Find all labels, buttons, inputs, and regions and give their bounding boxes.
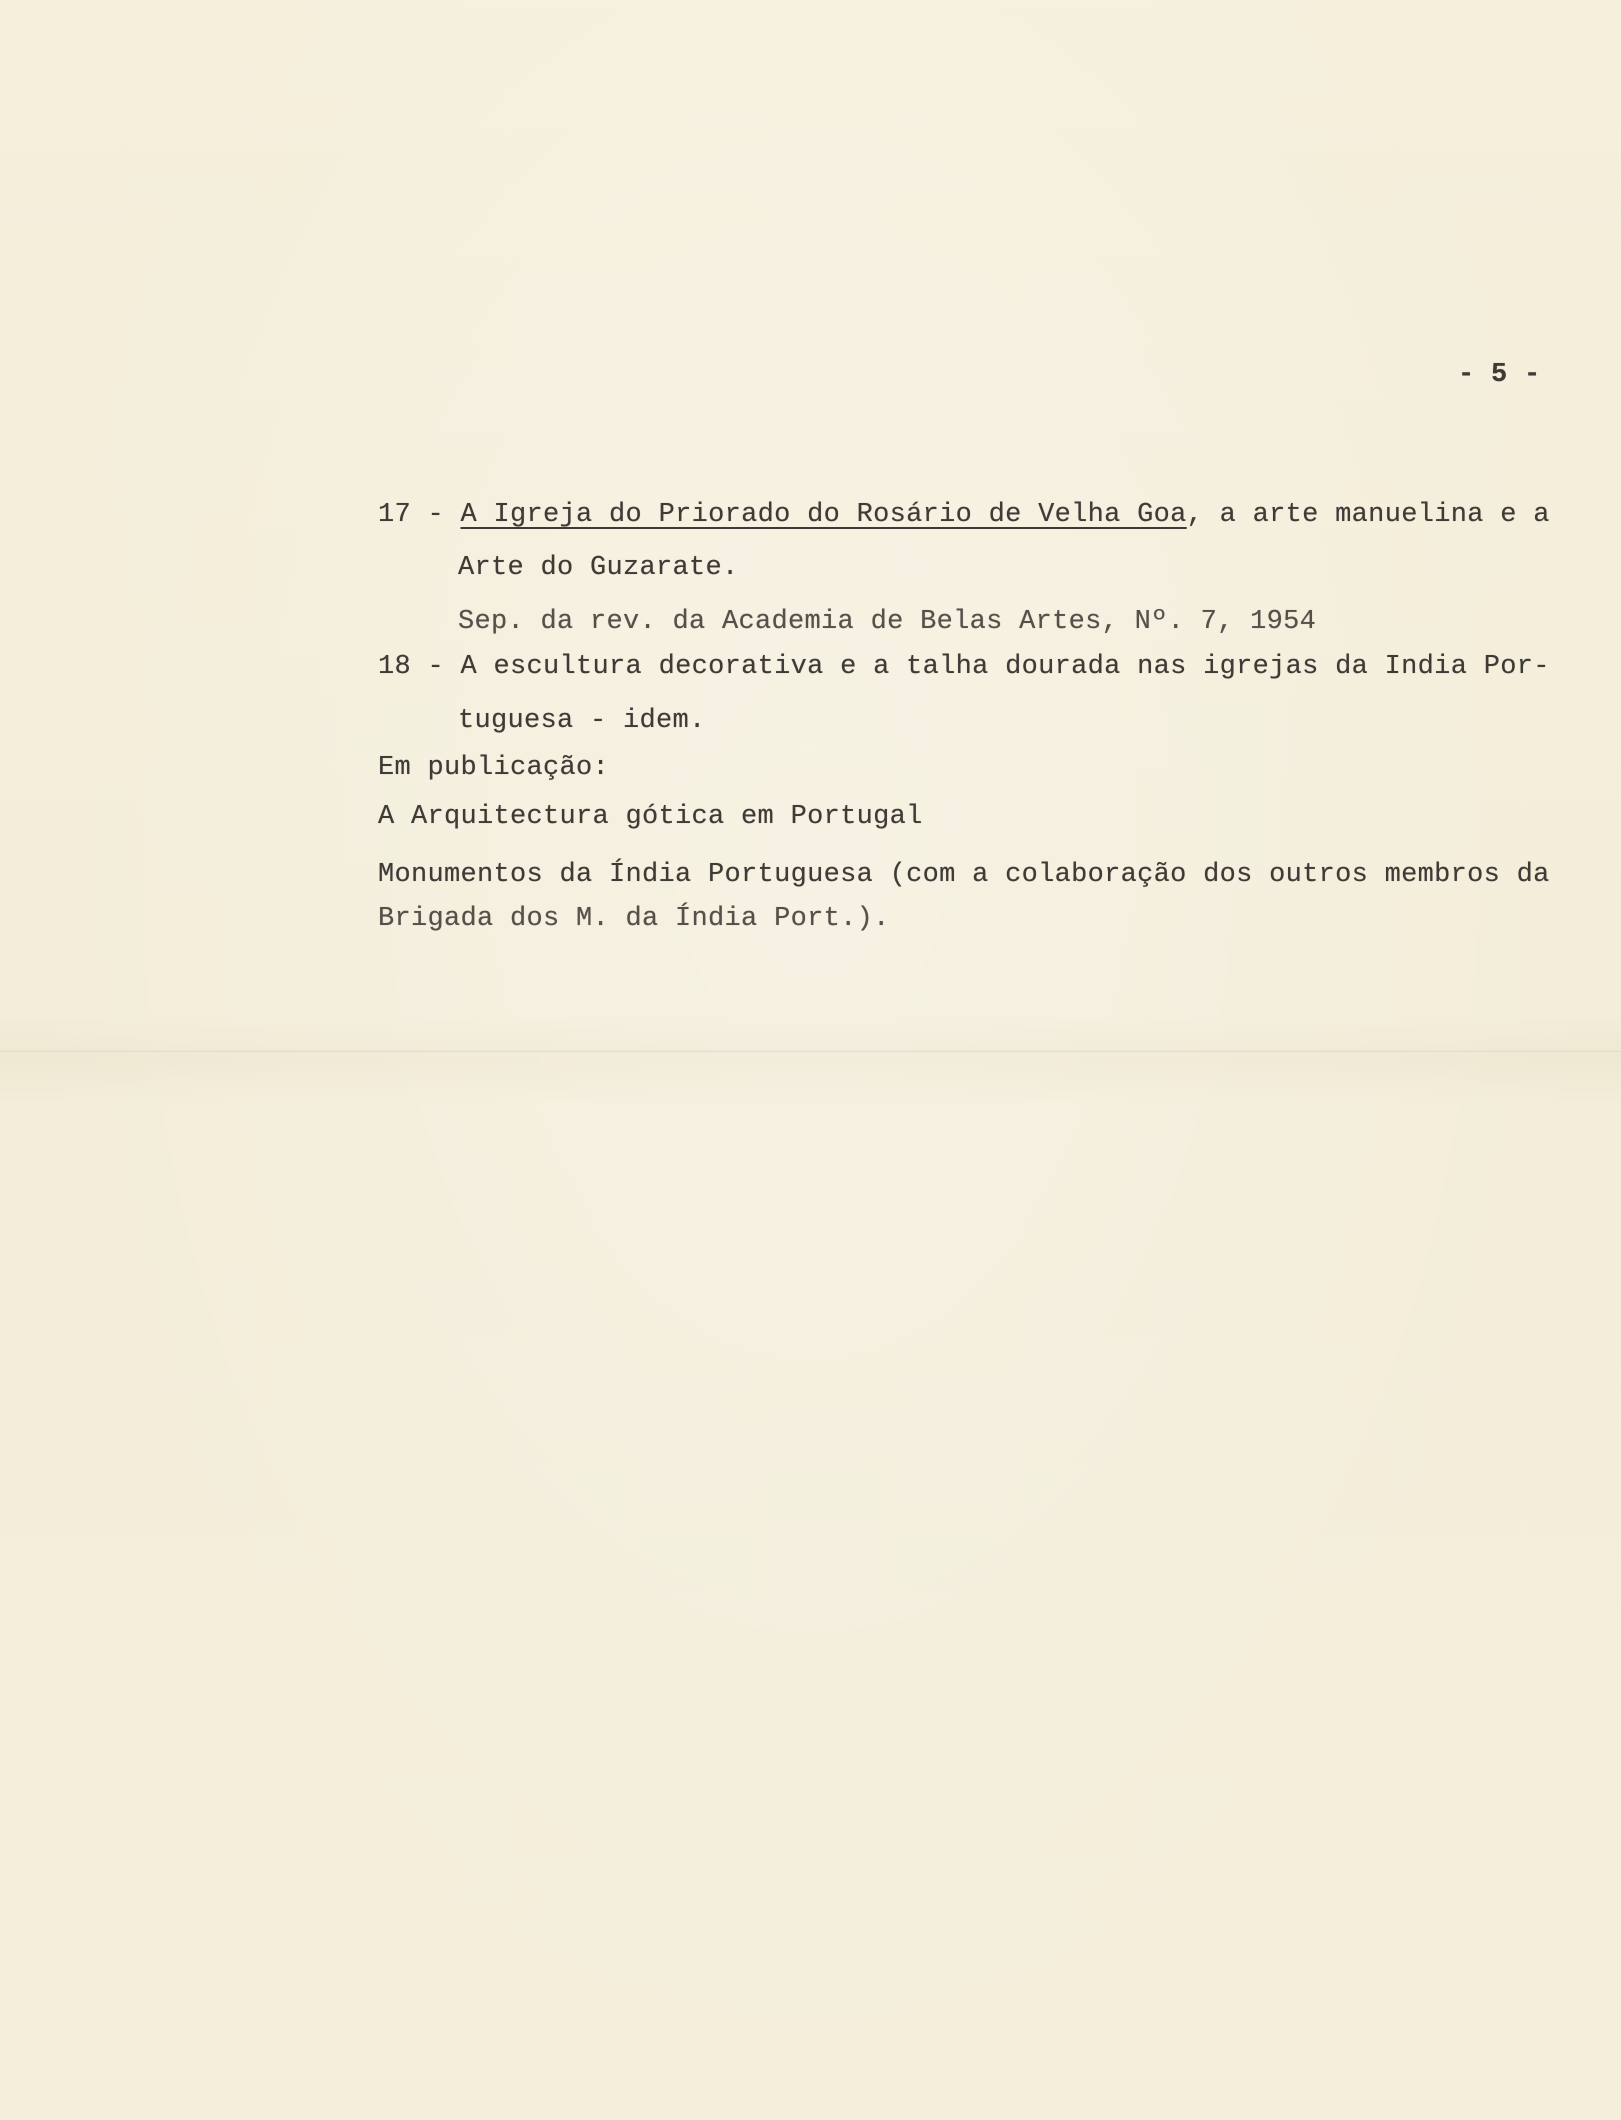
- in-publication-heading: Em publicação:: [378, 753, 610, 783]
- entry-18-number: 18 -: [378, 652, 445, 682]
- entry-18-line-2: tuguesa - idem.: [458, 706, 706, 736]
- entry-17-line-2: Arte do Guzarate.: [458, 553, 739, 583]
- entry-18-line-1: [378, 654, 1550, 681]
- paper-fold-line: [0, 1050, 1621, 1053]
- page-number: - 5 -: [1458, 360, 1541, 390]
- in-publication-item: Monumentos da Índia Portuguesa (com a colaboração dos outros membros da: [378, 860, 1550, 890]
- entry-17-title: A Igreja do Priorado do Rosário de Velha Goa: [460, 500, 1187, 530]
- entry-17-title-rest: , a arte manuelina e a: [1186, 500, 1550, 530]
- entry-17-line-3: Sep. da rev. da Academia de Belas Artes, Nº. 7, 1954: [458, 607, 1317, 637]
- in-publication-item-continued: Brigada dos M. da Índia Port.).: [378, 904, 890, 934]
- entry-17-number: 17 -: [378, 500, 445, 530]
- entry-17-line-1: [378, 502, 1550, 529]
- entry-18-text: A escultura decorativa e a talha dourada nas igrejas da India Por-: [460, 652, 1550, 682]
- in-publication-item: A Arquitectura gótica em Portugal: [378, 802, 923, 832]
